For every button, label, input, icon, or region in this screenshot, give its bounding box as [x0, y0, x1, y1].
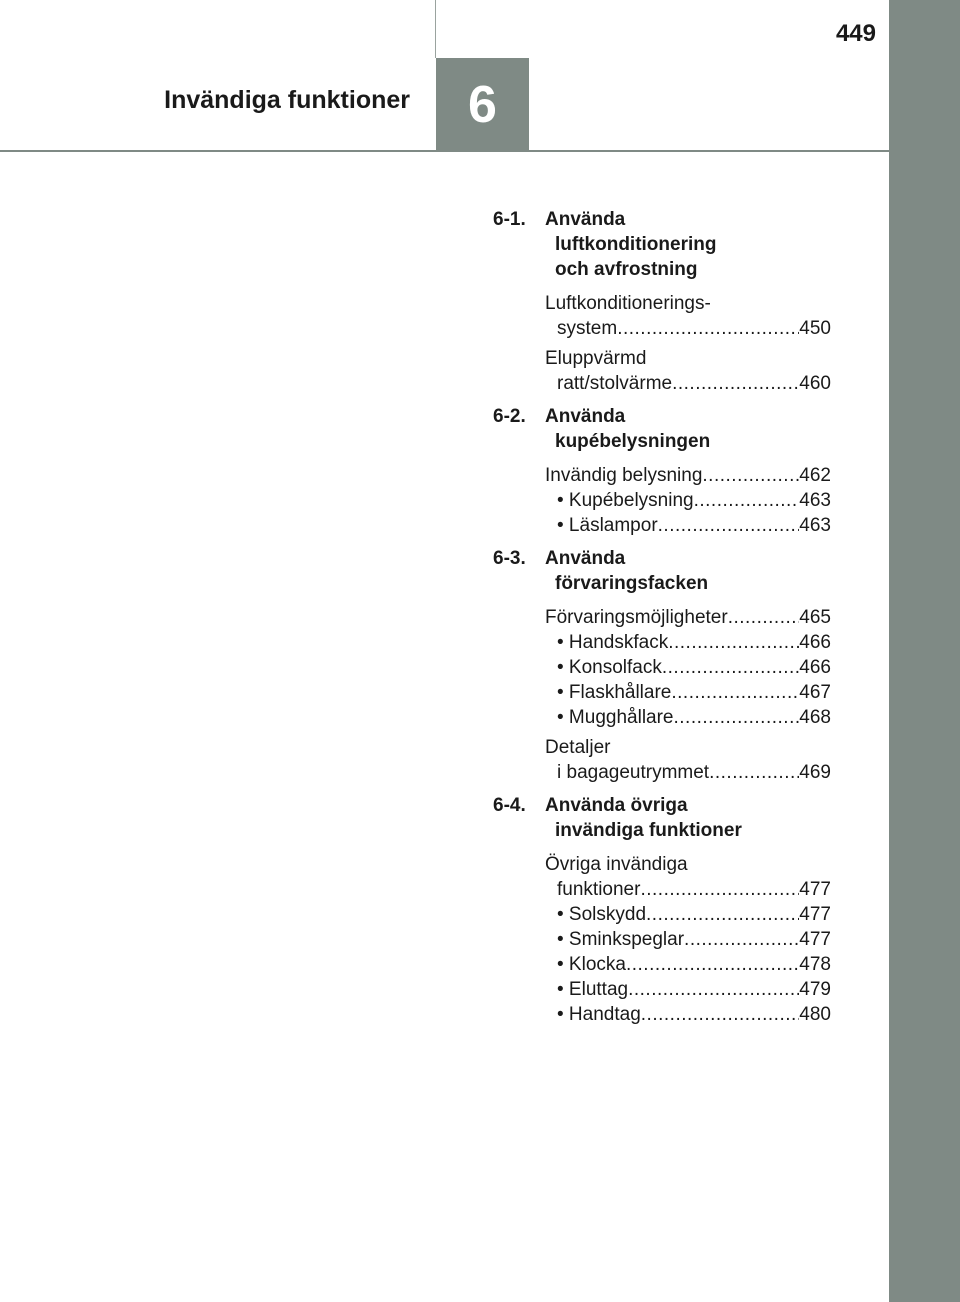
- toc-page-number: 462: [799, 465, 831, 486]
- toc-leader-line[interactable]: [545, 371, 831, 396]
- page-number: 449: [835, 20, 876, 47]
- toc-entry: [493, 291, 831, 341]
- toc-leader-line[interactable]: [545, 316, 831, 341]
- toc-entry: [493, 605, 831, 730]
- toc-section-title: [545, 546, 708, 596]
- toc-page-number: 463: [799, 490, 831, 511]
- toc-entry: [493, 852, 831, 1027]
- toc-section-title-line: Använda övriga: [545, 795, 688, 816]
- toc-page-number: 479: [799, 979, 831, 1000]
- toc-dot-leader: [674, 705, 800, 730]
- toc-leader-line[interactable]: [545, 977, 831, 1002]
- toc-dot-leader: [709, 760, 799, 785]
- toc-section-heading[interactable]: [493, 207, 831, 282]
- toc-section-title: [545, 793, 742, 843]
- toc-section: [493, 404, 831, 538]
- toc-leader-line[interactable]: [545, 1002, 831, 1027]
- toc-leader-line[interactable]: [545, 902, 831, 927]
- toc-dot-leader: [626, 952, 799, 977]
- toc-entry-label: • Klocka: [557, 954, 626, 975]
- toc-page-number: 468: [799, 707, 831, 728]
- toc-leader-line[interactable]: [545, 655, 831, 680]
- chapter-title: Invändiga funktioner: [164, 86, 410, 114]
- toc-leader-line[interactable]: [545, 705, 831, 730]
- toc-leader-line[interactable]: [545, 952, 831, 977]
- toc-entry-label: • Solskydd: [557, 904, 647, 925]
- toc-entry-label: • Mugghållare: [557, 707, 674, 728]
- toc-entry-line: Övriga invändiga: [545, 854, 688, 875]
- toc-leader-line[interactable]: [545, 760, 831, 785]
- toc-page-number: 450: [799, 318, 831, 339]
- toc-section: [493, 546, 831, 785]
- toc-section-title-line: och avfrostning: [555, 259, 698, 280]
- toc-entry-label: • Kupébelysning: [557, 490, 694, 511]
- toc-section-title-line: förvaringsfacken: [555, 573, 709, 594]
- toc-leader-line[interactable]: [545, 927, 831, 952]
- side-chapter-tab: [889, 0, 960, 1302]
- toc-section-title-line: Använda: [545, 406, 626, 427]
- toc-entry-label: system: [557, 318, 618, 339]
- toc-section-number: 6-1.: [493, 209, 526, 230]
- toc-entry-label: ratt/stolvärme: [557, 373, 673, 394]
- toc-entry-label: • Handtag: [557, 1004, 641, 1025]
- toc-section: [493, 207, 831, 396]
- toc-leader-line[interactable]: [545, 513, 831, 538]
- toc-entry-label: funktioner: [557, 879, 641, 900]
- toc-dot-leader: [658, 513, 800, 538]
- toc-section-title-line: kupébelysningen: [555, 431, 711, 452]
- toc-section-heading[interactable]: [493, 404, 831, 454]
- toc-entry-label: Invändig belysning: [545, 465, 703, 486]
- toc-dot-leader: [671, 680, 799, 705]
- toc-entry: [493, 463, 831, 538]
- toc-dot-leader: [641, 1002, 800, 1027]
- toc-entry: [493, 346, 831, 396]
- toc-page-number: 469: [799, 762, 831, 783]
- toc-dot-leader: [728, 605, 800, 630]
- toc-section-title: [545, 207, 716, 282]
- toc-page-number: 477: [799, 904, 831, 925]
- toc-section-title-line: Använda: [545, 548, 626, 569]
- toc-leader-line[interactable]: [545, 463, 831, 488]
- toc-entry-label: • Handskfack: [557, 632, 669, 653]
- header-divider: [435, 0, 436, 58]
- toc-leader-line[interactable]: [545, 488, 831, 513]
- toc-entry-label: • Flaskhållare: [557, 682, 672, 703]
- toc-dot-leader: [702, 463, 799, 488]
- toc-page-number: 477: [799, 929, 831, 950]
- toc-dot-leader: [694, 488, 800, 513]
- toc-page-number: 465: [799, 607, 831, 628]
- toc-section: [493, 793, 831, 1027]
- toc-page-number: 467: [799, 682, 831, 703]
- toc-page-number: 478: [799, 954, 831, 975]
- toc-entry-label: • Eluttag: [557, 979, 629, 1000]
- toc-section-title-line: invändiga funktioner: [555, 820, 742, 841]
- toc-section-heading[interactable]: [493, 546, 831, 596]
- toc-page-number: 463: [799, 515, 831, 536]
- toc-entry-label: Förvaringsmöjligheter: [545, 607, 728, 628]
- toc-page-number: 460: [799, 373, 831, 394]
- toc-entry-label: • Konsolfack: [557, 657, 662, 678]
- toc-leader-line[interactable]: [545, 630, 831, 655]
- toc-dot-leader: [640, 877, 799, 902]
- toc-page-number: 466: [799, 632, 831, 653]
- toc-dot-leader: [628, 977, 799, 1002]
- toc-section-heading[interactable]: [493, 793, 831, 843]
- toc-dot-leader: [662, 655, 799, 680]
- toc-entry-line: Detaljer: [545, 737, 611, 758]
- toc-page-number: 466: [799, 657, 831, 678]
- toc-entry-label: i bagageutrymmet: [557, 762, 710, 783]
- chapter-number: 6: [468, 76, 497, 134]
- toc-entry-label: • Läslampor: [557, 515, 658, 536]
- toc-dot-leader: [672, 371, 799, 396]
- toc-entry: [493, 735, 831, 785]
- toc-section-number: 6-4.: [493, 795, 526, 816]
- toc-section-title-line: luftkonditionering: [555, 234, 717, 255]
- toc-section-title: [545, 404, 710, 454]
- toc-section-title-line: Använda: [545, 209, 626, 230]
- toc-leader-line[interactable]: [545, 680, 831, 705]
- toc-section-number: 6-2.: [493, 406, 526, 427]
- table-of-contents: [493, 207, 831, 1035]
- toc-entry-line: Luftkonditionerings-: [545, 293, 711, 314]
- toc-dot-leader: [668, 630, 799, 655]
- toc-page-number: 477: [799, 879, 831, 900]
- toc-dot-leader: [617, 316, 799, 341]
- toc-leader-line[interactable]: [545, 605, 831, 630]
- toc-page-number: 480: [799, 1004, 831, 1025]
- toc-section-number: 6-3.: [493, 548, 526, 569]
- toc-dot-leader: [646, 902, 799, 927]
- toc-leader-line[interactable]: [545, 877, 831, 902]
- toc-entry-line: Eluppvärmd: [545, 348, 647, 369]
- chapter-number-box: [436, 58, 529, 152]
- toc-dot-leader: [684, 927, 799, 952]
- toc-entry-label: • Sminkspeglar: [557, 929, 685, 950]
